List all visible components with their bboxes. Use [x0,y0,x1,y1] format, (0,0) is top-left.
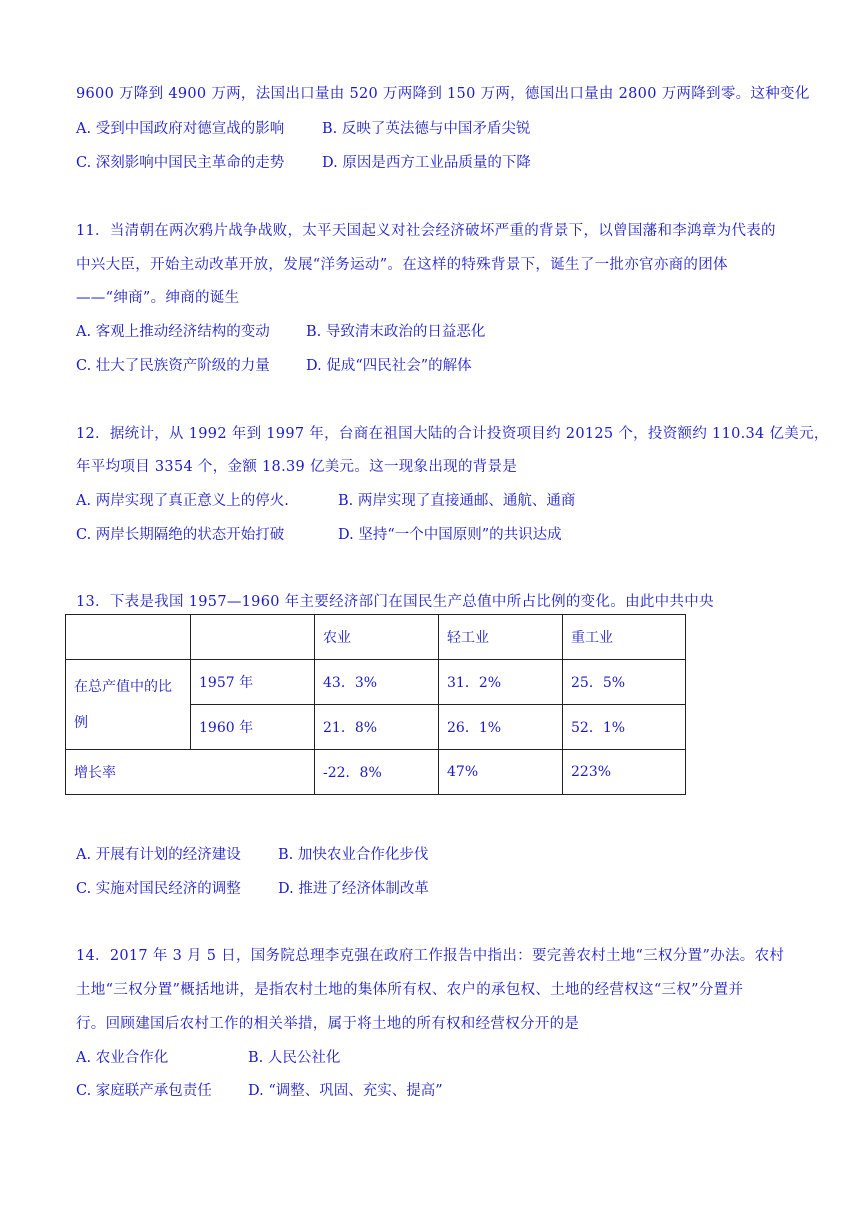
q12-option-c[interactable]: C. 两岸长期隔绝的状态开始打破 [76,527,285,543]
q12-option-d[interactable]: D. 坚持“一个中国原则”的共识达成 [338,527,562,543]
q10-option-d[interactable]: D. 原因是西方工业品质量的下降 [322,155,531,171]
q11-stem-line-2: 中兴大臣，开始主动改革开放，发展“洋务运动”。在这样的特殊背景下，诞生了一批亦官亦商的团体 [76,257,728,273]
q12-option-b[interactable]: B. 两岸实现了直接通邮、通航、通商 [338,493,576,509]
q11-stem-line-3: ——“绅商”。绅商的诞生 [76,290,240,306]
header-light-industry: 轻工业 [439,615,563,660]
growth-agriculture: -22．8% [315,750,439,795]
q13-option-d[interactable]: D. 推进了经济体制改革 [278,881,429,897]
q12-stem-line-1: 12．据统计，从 1992 年到 1997 年，台商在祖国大陆的合计投资项目约 20125 个，投资额约 110.34 亿美元， [76,426,829,442]
q14-option-c[interactable]: C. 家庭联产承包责任 [76,1083,212,1099]
growth-light-industry: 47% [439,750,563,795]
cell-1960-heavy-industry: 52．1% [563,705,686,750]
header-heavy-industry: 重工业 [563,615,686,660]
q12-stem-line-2: 年平均项目 3354 个，金额 18.39 亿美元。这一现象出现的背景是 [76,459,518,475]
growth-rate-label: 增长率 [66,750,315,795]
header-agriculture: 农业 [315,615,439,660]
q11-option-d[interactable]: D. 促成“四民社会”的解体 [306,358,472,374]
q13-option-b[interactable]: B. 加快农业合作化步伐 [278,847,429,863]
q14-stem-line-3: 行。回顾建国后农村工作的相关举措，属于将土地的所有权和经营权分开的是 [76,1016,580,1032]
q14-option-b[interactable]: B. 人民公社化 [248,1050,341,1066]
q10-stem: 9600 万降到 4900 万两，法国出口量由 520 万两降到 150 万两，德国出口量由 2800 万两降到零。这种变化 [76,86,810,102]
q14-option-a[interactable]: A. 农业合作化 [76,1050,169,1066]
q10-option-a[interactable]: A. 受到中国政府对德宣战的影响 [76,121,285,137]
q10-option-c[interactable]: C. 深刻影响中国民主革命的走势 [76,155,285,171]
cell-1957-light-industry: 31．2% [439,660,563,705]
cell-1957-heavy-industry: 25．5% [563,660,686,705]
q11-option-c[interactable]: C. 壮大了民族资产阶级的力量 [76,358,270,374]
table-row [66,750,686,795]
q14-stem-line-1: 14．2017 年 3 月 5 日，国务院总理李克强在政府工作报告中指出：要完善农村土地“三权分置”办法。农村 [76,948,785,964]
table-row [66,660,686,705]
q13-option-c[interactable]: C. 实施对国民经济的调整 [76,881,241,897]
cell-1960-light-industry: 26．1% [439,705,563,750]
growth-heavy-industry: 223% [563,750,686,795]
q13-stem: 13．下表是我国 1957—1960 年主要经济部门在国民生产总值中所占比例的变化。由此中共中央 [76,594,714,610]
table-header-row [66,615,686,660]
q14-stem-line-2: 土地“三权分置”概括地讲，是指农村土地的集体所有权、农户的承包权、土地的经营权这“三权”分置并 [76,982,744,998]
q11-stem-line-1: 11．当清朝在两次鸦片战争战败，太平天国起义对社会经济破坏严重的背景下，以曾国藩和李鸿章为代表的 [76,223,776,239]
q13-data-table [65,614,686,795]
q10-option-b[interactable]: B. 反映了英法德与中国矛盾尖锐 [322,121,531,137]
q11-option-a[interactable]: A. 客观上推动经济结构的变动 [76,324,270,340]
row-year-1960: 1960 年 [191,705,315,750]
q11-option-b[interactable]: B. 导致清末政治的日益恶化 [306,324,486,340]
row-group-label: 在总产值中的比例 [66,660,191,750]
q13-option-a[interactable]: A. 开展有计划的经济建设 [76,847,241,863]
cell-1957-agriculture: 43．3% [315,660,439,705]
q12-option-a[interactable]: A. 两岸实现了真正意义上的停火. [76,493,289,509]
q14-option-d[interactable]: D. “调整、巩固、充实、提高” [248,1083,443,1099]
row-year-1957: 1957 年 [191,660,315,705]
table-corner-cell [191,615,315,660]
cell-1960-agriculture: 21．8% [315,705,439,750]
table-corner-cell [66,615,191,660]
